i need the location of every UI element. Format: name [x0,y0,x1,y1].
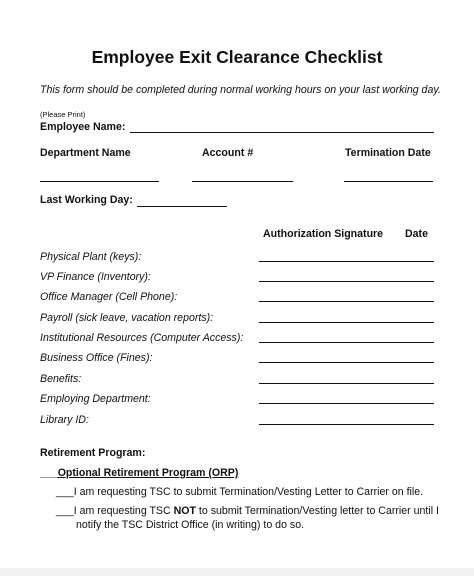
last-working-day-field[interactable] [137,206,227,207]
department-label: Department Name [40,147,131,159]
employee-name-label: Employee Name: [40,121,126,133]
dept-benefits-signature[interactable] [259,383,434,384]
option-2-line2: notify the TSC District Office (in writing) to do so. [76,519,305,531]
dept-business-office-label: Business Office (Fines): [40,352,153,364]
page-bottom-strip [0,568,474,576]
dept-payroll-signature[interactable] [259,322,434,323]
option-2-text-part1: I am requesting TSC [73,505,174,517]
option-2[interactable] [56,505,439,517]
orp-checkbox-blank[interactable]: ___ [40,467,58,479]
termination-date-field[interactable] [344,181,433,182]
dept-payroll-label: Payroll (sick leave, vacation reports): [40,312,214,324]
dept-office-manager-signature[interactable] [259,301,434,302]
department-field[interactable] [40,181,159,182]
option-2-not: NOT [173,505,196,517]
dept-library-id-label: Library ID: [40,414,89,426]
option-1-text: I am requesting TSC to submit Termination/Vesting Letter to Carrier on file. [73,486,424,498]
dept-employing-department-signature[interactable] [259,403,434,404]
form-instructions: This form should be completed during normal working hours on your last working day. [40,84,441,96]
date-header: Date [405,228,428,240]
page-title: Employee Exit Clearance Checklist [91,47,383,67]
account-label: Account # [202,147,254,159]
dept-physical-plant-signature[interactable] [259,261,434,262]
orp-option[interactable] [40,467,238,479]
termination-date-label: Termination Date [345,147,431,159]
authorization-signature-header: Authorization Signature [263,228,384,240]
dept-employing-department-label: Employing Department: [40,393,151,405]
dept-business-office-signature[interactable] [259,362,434,363]
option-2-checkbox-blank[interactable]: ___ [56,505,74,517]
dept-institutional-resources-signature[interactable] [259,342,434,343]
dept-benefits-label: Benefits: [40,373,82,385]
last-working-day-label: Last Working Day: [40,194,133,206]
orp-label: Optional Retirement Program (ORP) [57,467,239,479]
please-print-note: (Please Print) [40,110,86,119]
dept-institutional-resources-label: Institutional Resources (Computer Access): [40,332,244,344]
option-1-checkbox-blank[interactable]: ___ [56,486,74,498]
dept-vp-finance-signature[interactable] [259,281,434,282]
account-field[interactable] [192,181,293,182]
employee-name-field[interactable] [130,132,434,133]
dept-physical-plant-label: Physical Plant (keys): [40,251,142,263]
dept-vp-finance-label: VP Finance (Inventory): [40,271,151,283]
dept-library-id-signature[interactable] [259,424,434,425]
option-1[interactable] [56,486,423,498]
retirement-program-heading: Retirement Program: [40,447,146,459]
dept-office-manager-label: Office Manager (Cell Phone): [40,291,178,303]
option-2-text-part2: to submit Termination/Vesting letter to Carrier until I [195,505,439,517]
